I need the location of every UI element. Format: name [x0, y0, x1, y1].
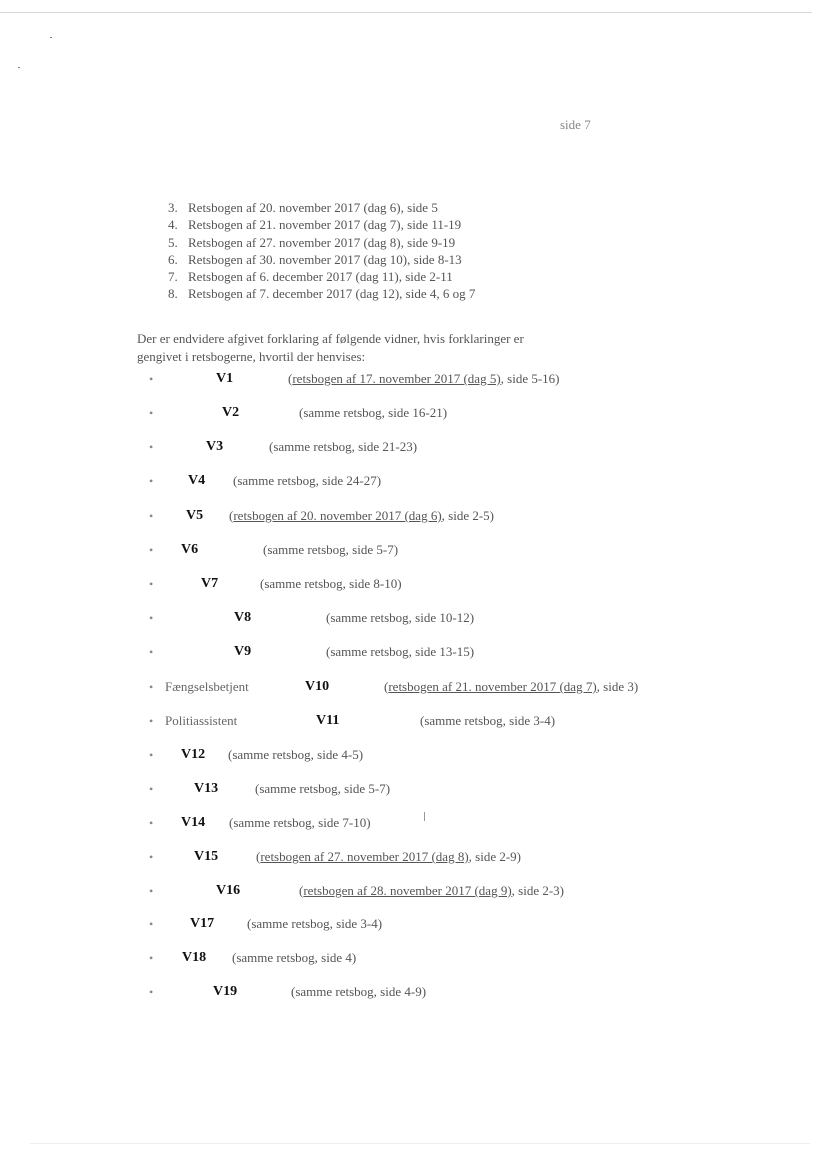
witness-code: V10 [305, 679, 330, 694]
list-item: 7. Retsbogen af 6. december 2017 (dag 11), side 2-11 [168, 269, 453, 285]
bullet-icon: • [149, 611, 154, 625]
witness-reference: (samme retsbog, side 16-21) [299, 405, 448, 420]
bullet-icon: • [149, 714, 154, 728]
bullet-icon: • [149, 474, 154, 488]
witness-reference: (samme retsbog, side 7-10) [229, 815, 371, 830]
witness-code: V18 [182, 950, 207, 965]
bullet-icon: • [149, 917, 154, 931]
bullet-icon: • [149, 748, 154, 762]
witness-item [0, 914, 700, 934]
witness-item [0, 574, 700, 594]
retsbog-link[interactable]: retsbogen af 28. november 2017 (dag 9) [303, 883, 512, 898]
witness-reference: (samme retsbog, side 4-9) [291, 984, 427, 999]
witness-reference: (samme retsbog, side 5-7) [255, 781, 391, 796]
numbered-list [168, 199, 475, 303]
page-number: side 7 [560, 117, 591, 132]
witness-code: V1 [216, 371, 234, 386]
witness-code: V11 [316, 713, 340, 728]
list-item: 5. Retsbogen af 27. november 2017 (dag 8), side 9-19 [168, 234, 456, 250]
witness-title: Fængselsbetjent [165, 679, 249, 694]
witness-item [0, 982, 700, 1002]
witness-code: V15 [194, 849, 219, 864]
witness-item [0, 471, 700, 491]
witness-item [0, 642, 700, 662]
list-item: 3. Retsbogen af 20. november 2017 (dag 6), side 5 [168, 200, 438, 215]
bullet-icon: • [149, 884, 154, 898]
witness-reference: (samme retsbog, side 3-4) [247, 916, 383, 931]
witness-code: V6 [181, 542, 199, 557]
witness-reference: (retsbogen af 17. november 2017 (dag 5), side 5-16) [288, 371, 560, 386]
witness-reference: (samme retsbog, side 24-27) [233, 473, 382, 488]
bullet-icon: • [149, 543, 154, 557]
list-item: 6. Retsbogen af 30. november 2017 (dag 10), side 8-13 [168, 251, 462, 267]
intro-paragraph: Der er endvidere afgivet forklaring af følgende vidner, hvis forklaringer er gengivet i retsbogerne, hvortil der henvises: [137, 331, 524, 364]
witness-reference: (retsbogen af 21. november 2017 (dag 7), side 3) [384, 679, 639, 694]
bullet-icon: • [149, 680, 154, 694]
list-item: 4. Retsbogen af 21. november 2017 (dag 7), side 11-19 [168, 217, 462, 233]
witness-item [0, 711, 700, 731]
bullet-icon: • [149, 577, 154, 591]
witness-reference: (samme retsbog, side 10-12) [326, 610, 475, 625]
witness-code: V14 [181, 815, 206, 830]
list-item: 8. Retsbogen af 7. december 2017 (dag 12), side 4, 6 og 7 [168, 286, 476, 302]
witness-item [0, 540, 700, 560]
scan-speck [18, 67, 20, 68]
witness-item [0, 403, 700, 423]
witness-code: V4 [188, 473, 206, 488]
witness-reference: (samme retsbog, side 8-10) [260, 576, 402, 591]
witness-item [0, 369, 700, 389]
witness-reference: (retsbogen af 27. november 2017 (dag 8), side 2-9) [256, 849, 522, 864]
witness-item [0, 745, 700, 765]
witness-code: V19 [213, 984, 238, 999]
witness-item [0, 847, 700, 867]
bullet-icon: • [149, 782, 154, 796]
witness-code: V5 [186, 508, 204, 523]
witness-code: V17 [190, 916, 215, 931]
witness-code: V2 [222, 405, 240, 420]
witness-code: V16 [216, 883, 241, 898]
bullet-icon: • [149, 645, 154, 659]
scan-speck [50, 37, 52, 38]
witness-item [0, 677, 700, 697]
retsbog-link[interactable]: retsbogen af 17. november 2017 (dag 5) [292, 371, 501, 386]
witness-code: V9 [234, 644, 252, 659]
witness-code: V8 [234, 610, 252, 625]
bullet-icon: • [149, 985, 154, 999]
witness-reference: (samme retsbog, side 4-5) [228, 747, 364, 762]
witness-item [0, 506, 700, 526]
witness-reference: (samme retsbog, side 4) [232, 950, 357, 965]
witness-item [0, 881, 700, 901]
bullet-icon: • [149, 951, 154, 965]
retsbog-link[interactable]: retsbogen af 20. november 2017 (dag 6) [233, 508, 442, 523]
bullet-icon: • [149, 816, 154, 830]
witness-code: V3 [206, 439, 224, 454]
bullet-icon: • [149, 440, 154, 454]
bottom-rule [30, 1143, 810, 1144]
witness-reference: (samme retsbog, side 3-4) [420, 713, 556, 728]
witness-reference: (samme retsbog, side 13-15) [326, 644, 475, 659]
witness-reference: (retsbogen af 20. november 2017 (dag 6), side 2-5) [229, 508, 495, 523]
witness-code: V7 [201, 576, 219, 591]
witness-reference: (retsbogen af 28. november 2017 (dag 9), side 2-3) [299, 883, 565, 898]
witness-reference: (samme retsbog, side 21-23) [269, 439, 418, 454]
witness-item [0, 948, 700, 968]
witness-item [0, 437, 700, 457]
witness-code: V13 [194, 781, 219, 796]
witness-reference: (samme retsbog, side 5-7) [263, 542, 399, 557]
bullet-icon: • [149, 406, 154, 420]
top-rule [0, 12, 812, 13]
witness-item [0, 779, 700, 799]
witness-title: Politiassistent [165, 713, 238, 728]
scan-mark [424, 812, 425, 821]
retsbog-link[interactable]: retsbogen af 27. november 2017 (dag 8) [260, 849, 469, 864]
witness-code: V12 [181, 747, 206, 762]
bullet-icon: • [149, 850, 154, 864]
bullet-icon: • [149, 372, 154, 386]
retsbog-link[interactable]: retsbogen af 21. november 2017 (dag 7) [388, 679, 597, 694]
bullet-icon: • [149, 509, 154, 523]
witness-item [0, 813, 700, 833]
witness-item [0, 608, 700, 628]
